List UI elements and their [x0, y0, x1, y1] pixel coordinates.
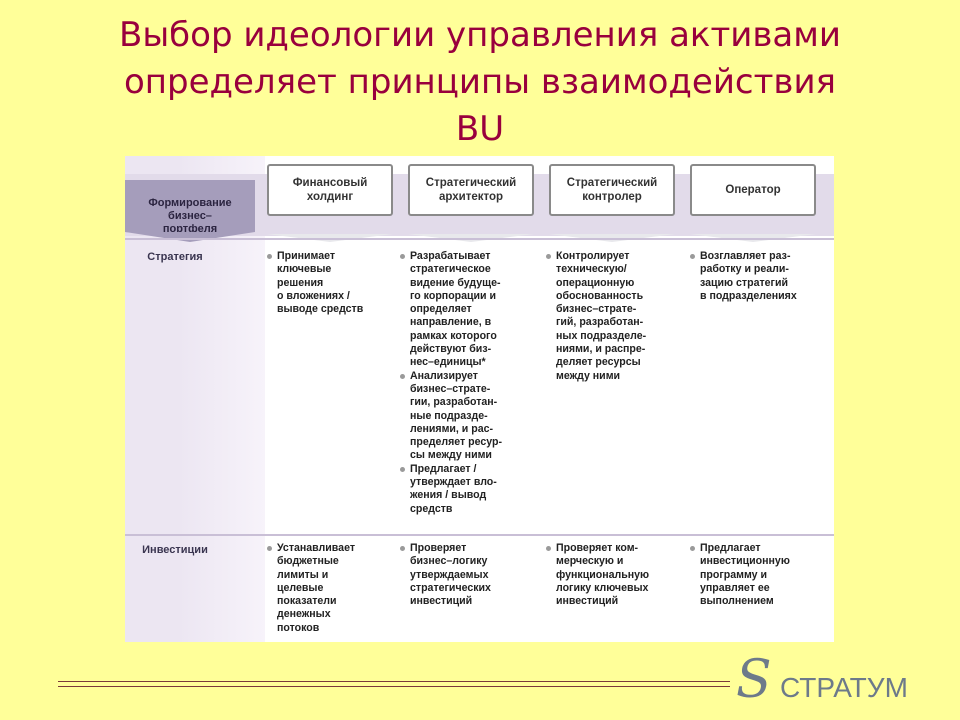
title-line-3: BU — [455, 109, 505, 149]
footer-divider — [58, 681, 730, 687]
column-header-strategic-controller: Стратегический контролер — [549, 164, 675, 216]
cell-investments-financial-holding — [267, 542, 403, 635]
title-line-1: Выбор идеологии управления активами — [119, 15, 841, 55]
row-label-investments: Инвестиции — [142, 544, 208, 556]
cell-investments-operator — [690, 542, 832, 608]
stratum-logo — [736, 648, 926, 708]
cell-investments-strategic-architect — [400, 542, 536, 608]
row-divider — [125, 534, 834, 536]
title-line-2: определяет принципы взаимодействия — [123, 62, 837, 102]
corner-label-text: Формирование бизнес– портфеля — [148, 197, 232, 235]
column-header-operator: Оператор — [690, 164, 816, 216]
corner-arrow — [125, 232, 255, 242]
cell-strategy-operator — [690, 250, 832, 303]
slide-title — [40, 12, 920, 153]
cell-strategy-strategic-controller — [546, 250, 682, 383]
list-item: Проверяет ком- мерческую и функциональную логику ключевых инвестиций — [546, 542, 682, 608]
cell-strategy-strategic-architect — [400, 250, 536, 516]
logo-text: СТРАТУМ — [780, 672, 908, 703]
list-item: Предлагает инвестиционную программу и управляет ее выполнением — [690, 542, 832, 608]
list-item: Разрабатывает стратегическое видение будуще- го корпорации и определяет направление, в рамках которого действуют биз- нес–единицы* — [400, 250, 536, 370]
column-header-strategic-architect: Стратегический архитектор — [408, 164, 534, 216]
list-item: Предлагает / утверждает вло- жения / вывод средств — [400, 463, 536, 516]
row-label-strategy: Стратегия — [147, 251, 203, 263]
cell-investments-strategic-controller — [546, 542, 682, 608]
list-item: Возглавляет раз- работку и реали- зацию стратегий в подразделениях — [690, 250, 832, 303]
ideology-table — [125, 156, 834, 642]
logo-symbol: S — [736, 650, 772, 710]
list-item: Принимает ключевые решения о вложениях / выводе средств — [267, 250, 403, 316]
cell-strategy-financial-holding — [267, 250, 403, 316]
list-item: Устанавливает бюджетные лимиты и целевые показатели денежных потоков — [267, 542, 403, 635]
list-item: Проверяет бизнес–логику утверждаемых стратегических инвестиций — [400, 542, 536, 608]
list-item: Анализирует бизнес–страте- гии, разработан- ные подразде- лениями, и рас- пределяет ресур- сы между ними — [400, 370, 536, 463]
corner-label — [125, 180, 255, 235]
row-divider — [125, 238, 834, 240]
list-item: Контролирует техническую/ операционную обоснованность бизнес–страте- гий, разработан- ных подразделе- ниями, и распре- деляет ресурсы между ними — [546, 250, 682, 383]
column-header-financial-holding: Финансовый холдинг — [267, 164, 393, 216]
